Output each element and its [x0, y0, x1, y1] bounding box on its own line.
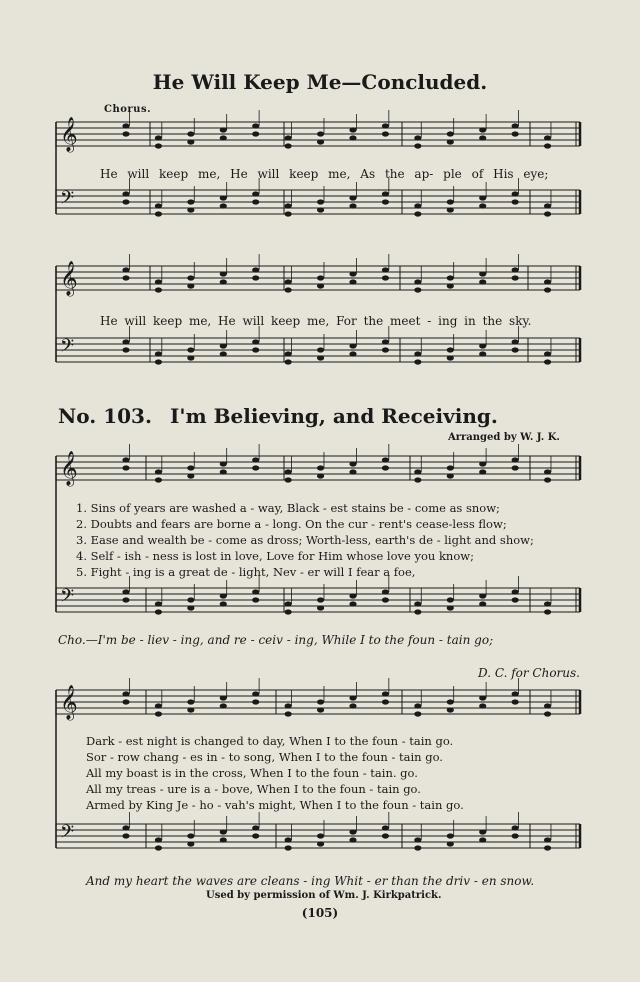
- system-3-bass-note: [512, 833, 519, 838]
- system-1-bass-note: [414, 359, 421, 364]
- system-3-bass-note: [382, 833, 389, 838]
- system-3-treble-note: [382, 699, 389, 704]
- system-2-treble-note: [479, 461, 486, 466]
- system-3-bass-note: [414, 845, 421, 850]
- system-2-treble-note: [122, 457, 129, 462]
- system-0-bass-note: [447, 199, 454, 204]
- system-1-treble-note: [544, 287, 551, 292]
- system-2-bass-note: [285, 609, 292, 614]
- system-3-bass-note: [220, 829, 227, 834]
- system-0-treble-note: [317, 131, 324, 136]
- system-0-bass-note: [349, 203, 356, 208]
- system-2-treble-note: [317, 473, 324, 478]
- system-3-treble-note: [414, 711, 421, 716]
- system-2-bass-note: [414, 601, 421, 606]
- system-3-bass-note: [155, 837, 162, 842]
- system-1-bass-note: [317, 347, 324, 352]
- system-3-treble-note: [187, 707, 194, 712]
- system-3-bass-note: [479, 837, 486, 842]
- system-2-bass-clef: 𝄢: [60, 586, 75, 611]
- system-0-bass-note: [252, 199, 259, 204]
- system-2-treble-note: [414, 469, 421, 474]
- system-3-treble-note: [220, 695, 227, 700]
- chorus-line: Cho.—I'm be - liev - ing, and re - ceiv - ing, While I to the foun - tain go;: [58, 633, 494, 647]
- system-2-treble-note: [285, 477, 292, 482]
- system-3-bass-note: [252, 825, 259, 830]
- system-3-bass-note: [122, 833, 129, 838]
- system-1-treble-note: [155, 279, 162, 284]
- system-1-treble-note: [479, 279, 486, 284]
- system-2-treble-note: [447, 465, 454, 470]
- system-2-treble-note: [544, 469, 551, 474]
- system-0-treble-note: [512, 123, 519, 128]
- verse-3a: 3. Ease and wealth be - come as dross; Worth-less, earth's de - light and show;: [76, 533, 534, 547]
- arranger-credit: Arranged by W. J. K.: [448, 432, 560, 443]
- system-1-bass-note: [252, 339, 259, 344]
- system-3-treble-note: [512, 699, 519, 704]
- system-0-treble-note: [187, 131, 194, 136]
- system-0-treble-note: [155, 143, 162, 148]
- hymn-number: No. 103.: [58, 404, 152, 428]
- system-0-bass-note: [187, 199, 194, 204]
- system-2-bass-note: [122, 597, 129, 602]
- system-3-treble-note: [512, 691, 519, 696]
- system-1-treble-note: [414, 287, 421, 292]
- footer-lyric: And my heart the waves are cleans - ing Whit - er than the driv - en snow.: [86, 874, 535, 888]
- system-3-treble-note: [285, 703, 292, 708]
- system-2-treble-note: [155, 477, 162, 482]
- system-1-bass-note: [187, 355, 194, 360]
- system-0-bass-note: [285, 203, 292, 208]
- system-3-bass-note: [544, 845, 551, 850]
- system-0-treble-note: [512, 131, 519, 136]
- system-2-treble-note: [187, 465, 194, 470]
- system-0-treble-note: [479, 127, 486, 132]
- system-0-treble-note: [285, 143, 292, 148]
- system-1-bass-note: [122, 347, 129, 352]
- system-2-treble-note: [479, 469, 486, 474]
- system-0-bass-note: [414, 203, 421, 208]
- system-3-bass-note: [285, 845, 292, 850]
- system-2-treble-note: [447, 473, 454, 478]
- system-2-treble-note: [349, 469, 356, 474]
- system-0-treble-note: [479, 135, 486, 140]
- system-2-treble-note: [349, 461, 356, 466]
- system-3-bass-note: [382, 825, 389, 830]
- system-2-bass-note: [382, 589, 389, 594]
- system-1-bass-clef: 𝄢: [60, 336, 75, 361]
- system-0-treble-note: [252, 123, 259, 128]
- system-1-treble-clef: 𝄞: [60, 261, 78, 296]
- system-3-bass-note: [447, 833, 454, 838]
- system-0-bass-note: [252, 191, 259, 196]
- system-3-bass-note: [447, 841, 454, 846]
- system-2-bass-note: [122, 589, 129, 594]
- system-1-treble-note: [122, 275, 129, 280]
- system-0-treble-note: [285, 135, 292, 140]
- system-1-treble-note: [317, 275, 324, 280]
- system-0-bass-note: [317, 199, 324, 204]
- system-1-bass-note: [349, 351, 356, 356]
- system-0-treble-note: [414, 135, 421, 140]
- system-1-bass-note: [252, 347, 259, 352]
- system-1-treble-note: [382, 275, 389, 280]
- system-3-treble-note: [447, 699, 454, 704]
- system-2-bass-note: [512, 597, 519, 602]
- system-0-treble-clef: 𝄞: [60, 117, 78, 152]
- system-0-treble-note: [122, 123, 129, 128]
- system-1-bass-note: [122, 339, 129, 344]
- system-0-bass-note: [512, 191, 519, 196]
- system-1-treble-note: [447, 283, 454, 288]
- system-0-treble-note: [220, 135, 227, 140]
- system-3-bass-note: [349, 829, 356, 834]
- system-3-bass-note: [317, 833, 324, 838]
- system-3-bass-clef: 𝄢: [60, 822, 75, 847]
- system-0-treble-note: [447, 131, 454, 136]
- system-3-bass-note: [252, 833, 259, 838]
- system-0-treble-note: [349, 135, 356, 140]
- system-0-treble-note: [382, 131, 389, 136]
- system-0-bass-note: [220, 203, 227, 208]
- system-2-bass-note: [349, 601, 356, 606]
- system-3-treble-note: [122, 699, 129, 704]
- system-0-bass-note: [512, 199, 519, 204]
- system-1-bass-note: [155, 351, 162, 356]
- system-0-bass-note: [122, 191, 129, 196]
- system-2-treble-note: [187, 473, 194, 478]
- system-1-bass-note: [512, 347, 519, 352]
- system-1-treble-note: [285, 279, 292, 284]
- system-3-treble-note: [382, 691, 389, 696]
- system-2-treble-note: [252, 465, 259, 470]
- verse-3b: All my boast is in the cross, When I to the foun - tain. go.: [86, 766, 418, 780]
- system-1-bass-note: [285, 359, 292, 364]
- system-1-bass-note: [544, 351, 551, 356]
- system-2-bass-note: [349, 593, 356, 598]
- system-2-bass-note: [285, 601, 292, 606]
- system-1-treble-note: [285, 287, 292, 292]
- system-2-treble-note: [382, 457, 389, 462]
- system-3-treble-note: [252, 691, 259, 696]
- system-2-bass-note: [187, 605, 194, 610]
- system-0-bass-note: [155, 211, 162, 216]
- page-number: (105): [301, 906, 339, 920]
- permission-credit: Used by permission of Wm. J. Kirkpatrick.: [206, 890, 442, 901]
- system-2-bass-note: [479, 601, 486, 606]
- system-2-bass-note: [155, 601, 162, 606]
- system-0-bass-note: [187, 207, 194, 212]
- verse-4a: 4. Self - ish - ness is lost in love, Love for Him whose love you know;: [76, 549, 474, 563]
- system-0-treble-note: [122, 131, 129, 136]
- system-0-bass-note: [544, 211, 551, 216]
- system-2-treble-note: [317, 465, 324, 470]
- system-0-treble-note: [544, 135, 551, 140]
- system-0-treble-note: [544, 143, 551, 148]
- system-1-bass-note: [155, 359, 162, 364]
- system-1-bass-note: [479, 351, 486, 356]
- system-0-treble-note: [187, 139, 194, 144]
- verse-2a: 2. Doubts and fears are borne a - long. On the cur - rent's cease-less flow;: [76, 517, 507, 531]
- system-3-treble-note: [479, 695, 486, 700]
- system-0-bass-note: [479, 203, 486, 208]
- system-1-bass-note: [382, 339, 389, 344]
- system-2-treble-note: [220, 461, 227, 466]
- system-0-bass-note: [447, 207, 454, 212]
- system-0-bass-note: [414, 211, 421, 216]
- system-1-bass-note: [544, 359, 551, 364]
- system-0-treble-note: [155, 135, 162, 140]
- system-0-bass-note: [220, 195, 227, 200]
- hymn-title: I'm Believing, and Receiving.: [170, 404, 498, 428]
- system-3-bass-note: [285, 837, 292, 842]
- system-2-treble-note: [155, 469, 162, 474]
- system-3-bass-note: [187, 833, 194, 838]
- system-2-treble-note: [544, 477, 551, 482]
- system-0-bass-note: [382, 191, 389, 196]
- system-3-treble-note: [155, 703, 162, 708]
- system-2-bass-note: [317, 597, 324, 602]
- lyric-line-1: He will keep me, He will keep me, As the ap- ple of His eye;: [100, 167, 549, 181]
- system-0-treble-note: [447, 139, 454, 144]
- system-3-treble-note: [220, 703, 227, 708]
- system-0-treble-note: [252, 131, 259, 136]
- system-3-treble-note: [285, 711, 292, 716]
- system-1-treble-note: [155, 287, 162, 292]
- system-3-bass-note: [220, 837, 227, 842]
- system-0-bass-note: [349, 195, 356, 200]
- system-2-treble-note: [252, 457, 259, 462]
- system-2-bass-note: [252, 597, 259, 602]
- system-1-bass-note: [382, 347, 389, 352]
- system-2-bass-note: [512, 589, 519, 594]
- system-2-bass-note: [544, 609, 551, 614]
- system-0-treble-note: [317, 139, 324, 144]
- verse-5a: 5. Fight - ing is a great de - light, Nev - er will I fear a foe,: [76, 565, 416, 579]
- verse-2b: Sor - row chang - es in - to song, When I to the foun - tain go.: [86, 750, 443, 764]
- lyric-line-2: He will keep me, He will keep me, For the meet - ing in the sky.: [100, 314, 532, 328]
- system-1-treble-note: [187, 275, 194, 280]
- system-1-bass-note: [317, 355, 324, 360]
- system-0-treble-note: [349, 127, 356, 132]
- system-1-bass-note: [479, 343, 486, 348]
- system-3-treble-note: [447, 707, 454, 712]
- system-0-bass-note: [544, 203, 551, 208]
- system-3-treble-note: [187, 699, 194, 704]
- system-3-treble-clef: 𝄞: [60, 685, 78, 720]
- system-0-treble-note: [382, 123, 389, 128]
- system-2-bass-note: [479, 593, 486, 598]
- system-1-bass-note: [447, 355, 454, 360]
- verse-5b: Armed by King Je - ho - vah's might, When I to the foun - tain go.: [86, 798, 464, 812]
- system-3-treble-note: [349, 703, 356, 708]
- system-2-bass-note: [220, 593, 227, 598]
- system-2-treble-note: [285, 469, 292, 474]
- system-1-treble-note: [414, 279, 421, 284]
- system-1-treble-note: [447, 275, 454, 280]
- system-1-bass-note: [187, 347, 194, 352]
- system-3-treble-note: [414, 703, 421, 708]
- dc-for-chorus: D. C. for Chorus.: [478, 666, 580, 680]
- system-3-bass-note: [317, 841, 324, 846]
- system-2-bass-note: [447, 605, 454, 610]
- system-1-bass-note: [220, 351, 227, 356]
- verse-1a: 1. Sins of years are washed a - way, Black - est stains be - come as snow;: [76, 501, 500, 515]
- system-1-treble-note: [220, 279, 227, 284]
- system-1-treble-note: [122, 267, 129, 272]
- system-0-bass-note: [122, 199, 129, 204]
- system-0-bass-note: [479, 195, 486, 200]
- chorus-label: Chorus.: [104, 104, 152, 115]
- system-3-bass-note: [512, 825, 519, 830]
- system-3-treble-note: [544, 711, 551, 716]
- verse-4b: All my treas - ure is a - bove, When I to the foun - tain go.: [86, 782, 421, 796]
- system-2-bass-note: [317, 605, 324, 610]
- system-1-treble-note: [349, 271, 356, 276]
- system-2-treble-note: [382, 465, 389, 470]
- system-1-bass-note: [349, 343, 356, 348]
- system-2-treble-note: [512, 465, 519, 470]
- system-1-bass-note: [512, 339, 519, 344]
- system-3-bass-note: [479, 829, 486, 834]
- system-2-bass-note: [252, 589, 259, 594]
- system-3-treble-note: [479, 703, 486, 708]
- system-2-bass-note: [382, 597, 389, 602]
- system-3-treble-note: [544, 703, 551, 708]
- system-1-treble-note: [382, 267, 389, 272]
- system-3-bass-note: [155, 845, 162, 850]
- system-0-bass-note: [317, 207, 324, 212]
- system-1-treble-note: [479, 271, 486, 276]
- hymn-title-top: He Will Keep Me—Concluded.: [152, 70, 488, 94]
- system-3-treble-note: [349, 695, 356, 700]
- system-1-treble-note: [252, 275, 259, 280]
- system-0-treble-note: [220, 127, 227, 132]
- system-0-bass-clef: 𝄢: [60, 188, 75, 213]
- system-3-bass-note: [122, 825, 129, 830]
- system-2-treble-note: [220, 469, 227, 474]
- system-1-bass-note: [447, 347, 454, 352]
- system-1-treble-note: [512, 267, 519, 272]
- system-2-treble-note: [414, 477, 421, 482]
- system-2-treble-note: [122, 465, 129, 470]
- system-3-treble-note: [122, 691, 129, 696]
- system-1-treble-note: [187, 283, 194, 288]
- system-2-bass-note: [187, 597, 194, 602]
- system-2-bass-note: [220, 601, 227, 606]
- system-3-bass-note: [187, 841, 194, 846]
- system-1-treble-note: [252, 267, 259, 272]
- system-2-bass-note: [414, 609, 421, 614]
- system-3-treble-note: [155, 711, 162, 716]
- system-1-bass-note: [220, 343, 227, 348]
- system-2-treble-clef: 𝄞: [60, 451, 78, 486]
- system-1-treble-note: [544, 279, 551, 284]
- system-2-bass-note: [155, 609, 162, 614]
- system-2-bass-note: [447, 597, 454, 602]
- system-1-bass-note: [285, 351, 292, 356]
- system-3-bass-note: [349, 837, 356, 842]
- system-3-treble-note: [317, 707, 324, 712]
- system-1-bass-note: [414, 351, 421, 356]
- system-2-treble-note: [512, 457, 519, 462]
- verse-1b: Dark - est night is changed to day, When I to the foun - tain go.: [86, 734, 454, 748]
- system-0-bass-note: [285, 211, 292, 216]
- system-2-bass-note: [544, 601, 551, 606]
- system-0-treble-note: [414, 143, 421, 148]
- system-3-treble-note: [252, 699, 259, 704]
- system-1-treble-note: [512, 275, 519, 280]
- system-3-bass-note: [414, 837, 421, 842]
- system-1-treble-note: [349, 279, 356, 284]
- system-0-bass-note: [382, 199, 389, 204]
- system-0-bass-note: [155, 203, 162, 208]
- system-3-treble-note: [317, 699, 324, 704]
- system-1-treble-note: [317, 283, 324, 288]
- system-1-treble-note: [220, 271, 227, 276]
- system-3-bass-note: [544, 837, 551, 842]
